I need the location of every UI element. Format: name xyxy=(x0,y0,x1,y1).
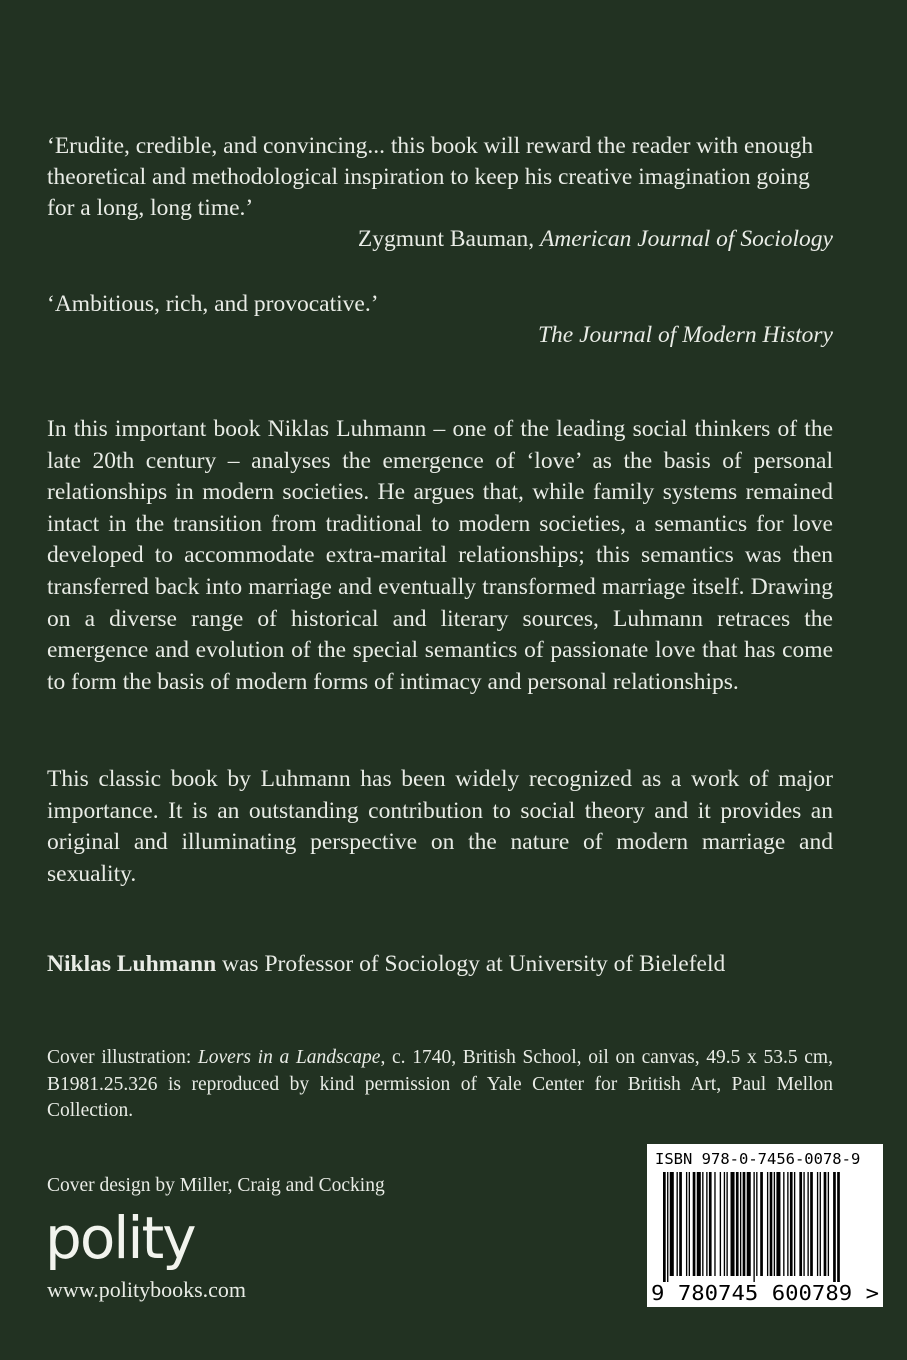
author-name: Niklas Luhmann xyxy=(47,951,217,977)
author-bio xyxy=(47,949,833,980)
review-quote-jmh xyxy=(47,289,833,351)
barcode-bars xyxy=(663,1172,840,1282)
barcode-bar xyxy=(720,1172,721,1276)
barcode-bar xyxy=(774,1172,775,1276)
barcode-bar xyxy=(702,1172,703,1276)
description-paragraph-1: In this important book Niklas Luhmann – one of the leading social thinkers of the late 20th century – analyses the emergence of ‘love’ as the basis of personal relationships in modern societies. He argues that, while family systems remained intact in the transition from traditional to modern societies, a semantics for love developed to accommodate extra-marital relationships; this semantics was then transferred back into marriage and eventually transformed marriage itself. Drawing on a diverse range of historical and literary sources, Luhmann retraces the emergence and evolution of the special semantics of passionate love that has come to form the basis of modern forms of intimacy and personal relationships. xyxy=(47,416,833,695)
barcode-bar xyxy=(790,1172,793,1276)
barcode-bar xyxy=(760,1172,763,1276)
barcode-bar xyxy=(736,1172,739,1276)
barcode-bar xyxy=(670,1172,674,1276)
barcode-bar xyxy=(828,1172,829,1276)
barcode-bar xyxy=(837,1172,840,1282)
barcode-bar xyxy=(807,1172,808,1276)
barcode-bar xyxy=(686,1172,687,1276)
barcode-bar xyxy=(743,1172,746,1276)
barcode-bar xyxy=(756,1172,757,1276)
barcode-bar xyxy=(803,1172,804,1276)
quote-attribution xyxy=(47,320,833,351)
barcode-bar xyxy=(783,1172,784,1276)
quote-text: ‘Ambitious, rich, and provocative.’ xyxy=(47,291,379,317)
quote-attribution xyxy=(47,224,833,255)
credit-prefix: Cover illustration: xyxy=(47,1047,198,1068)
barcode-bar xyxy=(824,1172,827,1276)
isbn-label: ISBN 978-0-7456-0078-9 xyxy=(655,1150,861,1168)
isbn-barcode xyxy=(647,1144,883,1307)
barcode-bar xyxy=(810,1172,813,1276)
back-cover xyxy=(45,0,879,1360)
barcode-bar xyxy=(799,1172,802,1276)
barcode-bar xyxy=(679,1172,682,1276)
barcode-bar xyxy=(767,1172,768,1276)
barcode-bar xyxy=(693,1172,696,1276)
review-quote-bauman xyxy=(47,131,833,255)
barcode-bar xyxy=(689,1172,690,1276)
author-bio-text: was Professor of Sociology at University of Bielefeld xyxy=(216,951,726,977)
cover-design-credit: Cover design by Miller, Craig and Cocking xyxy=(47,1175,385,1196)
barcode-bar xyxy=(706,1172,707,1276)
barcode-graphic xyxy=(647,1144,883,1307)
barcode-bar xyxy=(820,1172,821,1276)
barcode-bar xyxy=(747,1172,751,1276)
cover-illustration-credit xyxy=(47,1045,833,1125)
barcode-bar xyxy=(731,1172,735,1276)
barcode-bar xyxy=(740,1172,741,1276)
barcode-bar xyxy=(709,1172,712,1276)
barcode-bar xyxy=(677,1172,678,1276)
barcode-bar xyxy=(787,1172,788,1276)
barcode-bar xyxy=(697,1172,701,1276)
polity-logo: polity xyxy=(45,1204,195,1272)
barcode-bar xyxy=(770,1172,773,1276)
quote-author: Zygmunt Bauman, xyxy=(357,226,540,252)
barcode-bar xyxy=(667,1172,668,1282)
barcode-bar xyxy=(726,1172,727,1276)
quote-source: The Journal of Modern History xyxy=(537,322,833,348)
barcode-bar xyxy=(817,1172,818,1276)
barcode-bar xyxy=(833,1172,836,1282)
barcode-bar xyxy=(714,1172,715,1276)
description-paragraph-2: This classic book by Luhmann has been widely recognized as a work of major importance. It is an outstanding contribution to social theory and it provides an original and illuminating perspective on the nature of modern marriage and sexuality. xyxy=(47,766,833,887)
barcode-bar xyxy=(776,1172,780,1276)
publisher-url[interactable]: www.politybooks.com xyxy=(47,1277,247,1302)
quote-text: ‘Erudite, credible, and convincing... this book will reward the reader with enough theoretical and methodological inspiration to keep his creative imagination going for a long, long time.’ xyxy=(47,133,814,221)
barcode-bar xyxy=(753,1172,754,1282)
artwork-title: Lovers in a Landscape xyxy=(197,1047,381,1068)
barcode-digits: 9 780745 600789 > xyxy=(651,1281,879,1305)
quote-source: American Journal of Sociology xyxy=(539,226,833,252)
barcode-bar xyxy=(794,1172,795,1276)
barcode-bar xyxy=(724,1172,725,1276)
credit-rest: , c. 1740, British School, oil on canvas, 49.5 x 53.5 cm, B1981.25.326 is reproduced by kind permission of Yale Center for British Art, Paul Mellon Collection. xyxy=(47,1047,833,1121)
barcode-bar xyxy=(663,1172,666,1282)
